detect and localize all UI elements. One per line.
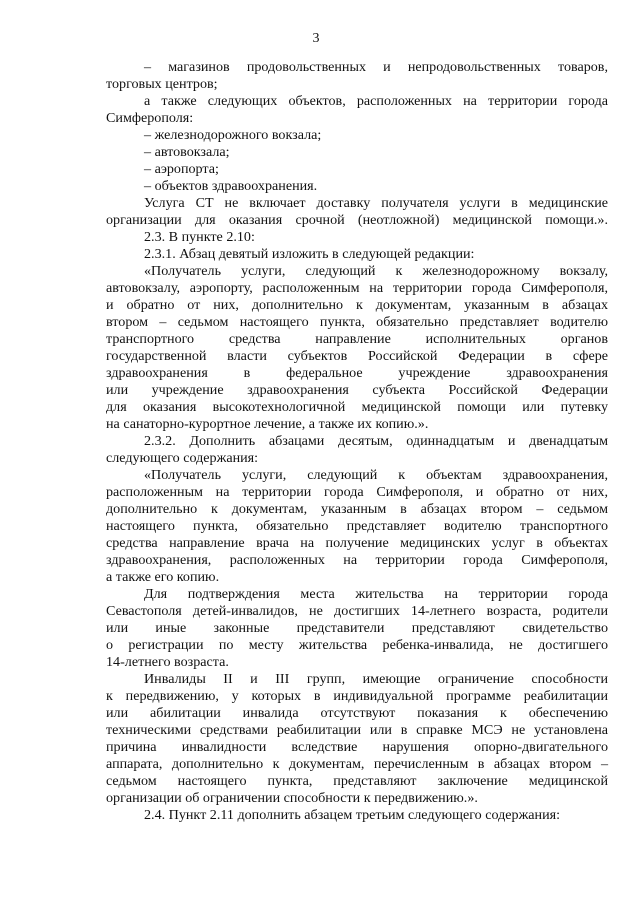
text-line: а также следующих объектов, расположенных на территории города xyxy=(144,93,608,109)
text-line: на санаторно-курортное лечение, а также их копию.». xyxy=(106,416,429,432)
text-line: здравоохранения в федеральное учреждение здравоохранения xyxy=(106,365,608,381)
page-number: 3 xyxy=(312,31,320,46)
text-line: – аэропорта; xyxy=(144,161,219,177)
text-line: настоящего пункта, обязательно представляет водителю транспортного xyxy=(106,518,608,534)
text-line: для оказания высокотехнологичной медицинской помощи или путевку xyxy=(106,399,608,415)
text-line: 2.3. В пункте 2.10: xyxy=(144,229,255,245)
text-line: – железнодорожного вокзала; xyxy=(144,127,322,143)
text-line: государственной власти субъектов Российской Федерации в сфере xyxy=(106,348,608,364)
text-line: Услуга СТ не включает доставку получателя услуги в медицинские xyxy=(144,195,608,211)
text-line: расположенным на территории города Симферополя, и обратно от них, xyxy=(106,484,608,500)
text-line: организации для оказания срочной (неотложной) медицинской помощи.». xyxy=(106,212,608,228)
text-line: организации об ограничении способности к передвижению.». xyxy=(106,790,478,806)
text-line: о регистрации по месту жительства ребенка-инвалида, не достигшего xyxy=(106,637,608,653)
text-line: торговых центров; xyxy=(106,76,218,92)
text-line: дополнительно к документам, указанным в абзацах втором – седьмом xyxy=(106,501,608,517)
text-line: Для подтверждения места жительства на территории города xyxy=(144,586,608,602)
text-line: следующего содержания: xyxy=(106,450,259,466)
text-line: или абилитации инвалида отсутствуют показания к обеспечению xyxy=(106,705,608,721)
text-line: средства направление врача на получение медицинских услуг в объектах xyxy=(106,535,608,551)
text-line: причина инвалидности вследствие нарушения опорно-двигательного xyxy=(106,739,608,755)
text-line: или иные законные представители представляют свидетельство xyxy=(106,620,608,636)
text-line: Севастополя детей-инвалидов, не достигших 14-летнего возраста, родители xyxy=(106,603,608,619)
text-line: к передвижению, у которых в индивидуальной программе реабилитации xyxy=(106,688,608,704)
text-line: или учреждение здравоохранения субъекта Российской Федерации xyxy=(106,382,608,398)
text-line: транспортного средства направление исполнительных органов xyxy=(106,331,608,347)
text-line: 2.3.2. Дополнить абзацами десятым, одиннадцатым и двенадцатым xyxy=(144,433,608,449)
text-line: Инвалиды II и III групп, имеющие ограничение способности xyxy=(144,671,608,687)
text-line: и обратно от них, дополнительно к документам, указанным в абзацах xyxy=(106,297,608,313)
text-line: втором – седьмом настоящего пункта, обязательно представляет водителю xyxy=(106,314,608,330)
text-line: здравоохранения, расположенных на территории города Симферополя, xyxy=(106,552,608,568)
text-line: 2.4. Пункт 2.11 дополнить абзацем третьим следующего содержания: xyxy=(144,807,561,823)
text-line: а также его копию. xyxy=(106,569,220,585)
document-body xyxy=(106,59,608,824)
text-line: техническими средствами реабилитации или в справке МСЭ не установлена xyxy=(106,722,608,738)
text-line: – автовокзала; xyxy=(144,144,230,160)
text-line: 14-летнего возраста. xyxy=(106,654,229,670)
text-line: «Получатель услуги, следующий к объектам здравоохранения, xyxy=(144,467,608,483)
text-line: автовокзалу, аэропорту, расположенным на территории города Симферополя, xyxy=(106,280,608,296)
text-line: – объектов здравоохранения. xyxy=(144,178,318,194)
text-line: – магазинов продовольственных и непродовольственных товаров, xyxy=(144,59,608,75)
text-line: аппарата, дополнительно к документам, перечисленным в абзацах втором – xyxy=(106,756,608,772)
text-line: 2.3.1. Абзац девятый изложить в следующей редакции: xyxy=(144,246,475,262)
text-line: Симферополя: xyxy=(106,110,194,126)
text-line: седьмом настоящего пункта, представляют заключение медицинской xyxy=(106,773,608,789)
text-line: «Получатель услуги, следующий к железнодорожному вокзалу, xyxy=(144,263,608,279)
